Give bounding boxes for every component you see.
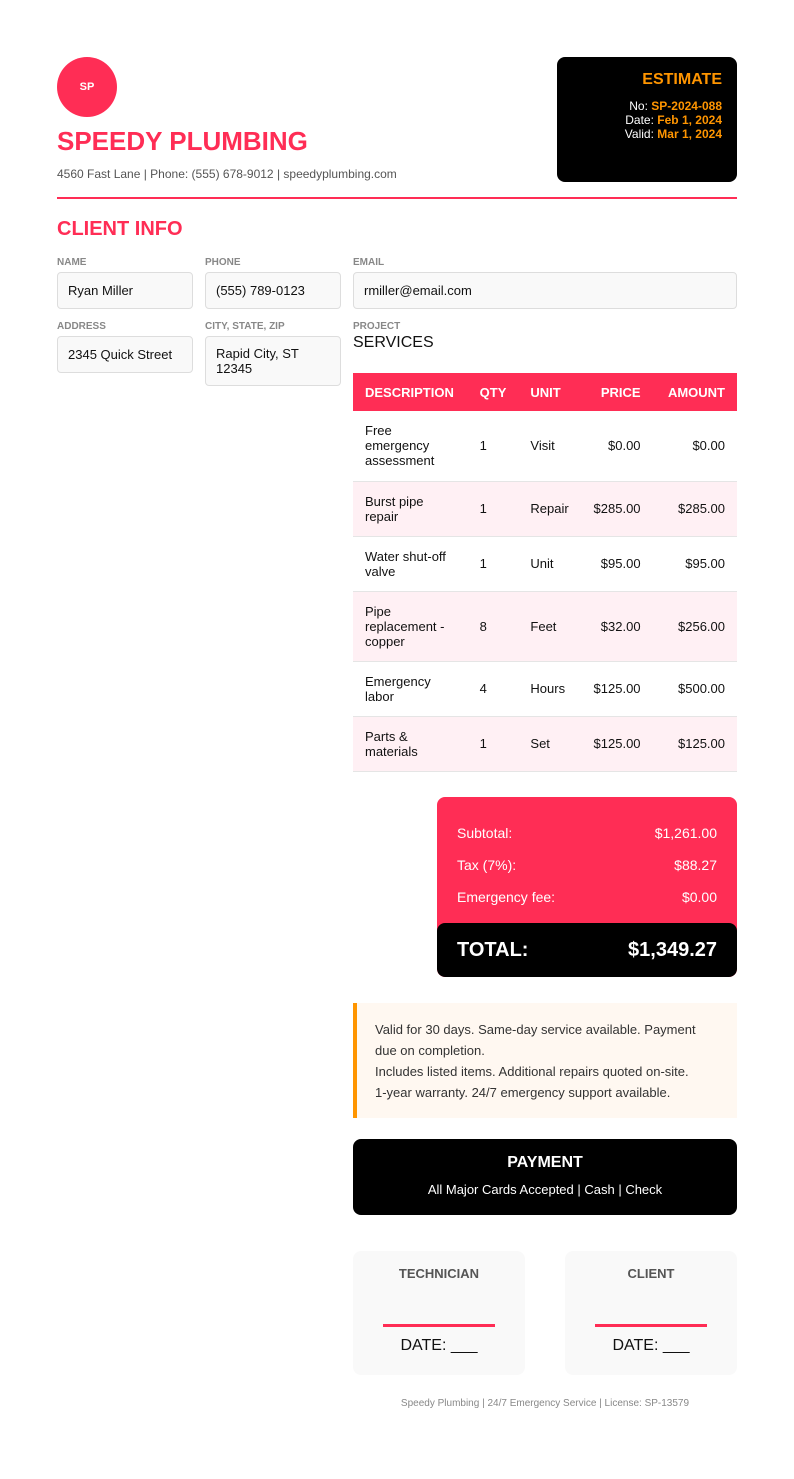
name-field[interactable]: Ryan Miller	[57, 272, 193, 309]
item-amount: $285.00	[653, 481, 737, 536]
client-signature[interactable]: CLIENT DATE: ___	[565, 1251, 737, 1375]
project-group: PROJECT SERVICES	[353, 321, 434, 351]
logo-initials: SP	[79, 81, 95, 93]
item-unit: Hours	[518, 661, 580, 716]
item-description: Water shut-off valve	[353, 536, 468, 591]
phone-group: PHONE (555) 789-0123	[205, 257, 341, 309]
city-group: CITY, STATE, ZIP Rapid City, ST 12345	[205, 321, 341, 386]
item-price: $32.00	[581, 591, 653, 661]
terms-notes: Valid for 30 days. Same-day service available. Payment due on completion. Includes listed items. Additional repairs quoted on-site. 1-year warranty. 24/7 emergency support available.	[353, 1003, 737, 1118]
item-qty: 1	[468, 716, 519, 771]
item-unit: Unit	[518, 536, 580, 591]
services-table	[353, 373, 737, 772]
phone-field[interactable]: (555) 789-0123	[205, 272, 341, 309]
item-price: $285.00	[581, 481, 653, 536]
item-unit: Feet	[518, 591, 580, 661]
payment-box: PAYMENT All Major Cards Accepted | Cash | Check	[353, 1139, 737, 1215]
footer: Speedy Plumbing | 24/7 Emergency Service | License: SP-13579	[400, 1398, 690, 1409]
item-unit: Visit	[518, 411, 580, 481]
table-row	[353, 481, 737, 536]
item-price: $95.00	[581, 536, 653, 591]
city-field[interactable]: Rapid City, ST 12345	[205, 336, 341, 386]
item-description: Parts & materials	[353, 716, 468, 771]
header-divider	[57, 197, 737, 199]
signature-line	[595, 1324, 707, 1327]
project-value: SERVICES	[353, 334, 434, 351]
estimate-title: ESTIMATE	[642, 71, 722, 88]
totals-box	[437, 797, 737, 977]
fee-row: Emergency fee: $0.00	[457, 889, 717, 905]
item-description: Pipe replacement - copper	[353, 591, 468, 661]
estimate-valid: Valid: Mar 1, 2024	[624, 127, 722, 141]
item-unit: Set	[518, 716, 580, 771]
signature-line	[383, 1324, 495, 1327]
item-unit: Repair	[518, 481, 580, 536]
table-row	[353, 411, 737, 481]
item-qty: 8	[468, 591, 519, 661]
subtotal-row: Subtotal: $1,261.00	[457, 825, 717, 841]
client-info-heading: CLIENT INFO	[57, 218, 183, 240]
estimate-number: No: SP-2024-088	[629, 99, 722, 113]
item-description: Emergency labor	[353, 661, 468, 716]
company-logo	[57, 57, 117, 117]
table-row	[353, 716, 737, 771]
item-qty: 4	[468, 661, 519, 716]
grand-total: TOTAL: $1,349.27	[437, 923, 737, 977]
item-price: $125.00	[581, 716, 653, 771]
estimate-box	[557, 57, 737, 182]
item-amount: $0.00	[653, 411, 737, 481]
tax-row: Tax (7%): $88.27	[457, 857, 717, 873]
item-qty: 1	[468, 536, 519, 591]
email-group: EMAIL rmiller@email.com	[353, 257, 737, 309]
item-amount: $500.00	[653, 661, 737, 716]
table-row	[353, 661, 737, 716]
table-row	[353, 591, 737, 661]
item-description: Free emergency assessment	[353, 411, 468, 481]
item-qty: 1	[468, 411, 519, 481]
company-address: 4560 Fast Lane | Phone: (555) 678-9012 | speedyplumbing.com	[57, 167, 397, 181]
item-price: $0.00	[581, 411, 653, 481]
address-group: ADDRESS 2345 Quick Street	[57, 321, 193, 373]
table-header: DESCRIPTION QTY UNIT PRICE AMOUNT	[353, 373, 737, 411]
item-amount: $256.00	[653, 591, 737, 661]
item-price: $125.00	[581, 661, 653, 716]
item-amount: $125.00	[653, 716, 737, 771]
address-field[interactable]: 2345 Quick Street	[57, 336, 193, 373]
technician-signature[interactable]: TECHNICIAN DATE: ___	[353, 1251, 525, 1375]
table-row	[353, 536, 737, 591]
item-qty: 1	[468, 481, 519, 536]
item-amount: $95.00	[653, 536, 737, 591]
estimate-date: Date: Feb 1, 2024	[625, 113, 722, 127]
email-field[interactable]: rmiller@email.com	[353, 272, 737, 309]
name-group: NAME Ryan Miller	[57, 257, 193, 309]
item-description: Burst pipe repair	[353, 481, 468, 536]
company-name: SPEEDY PLUMBING	[57, 126, 308, 156]
